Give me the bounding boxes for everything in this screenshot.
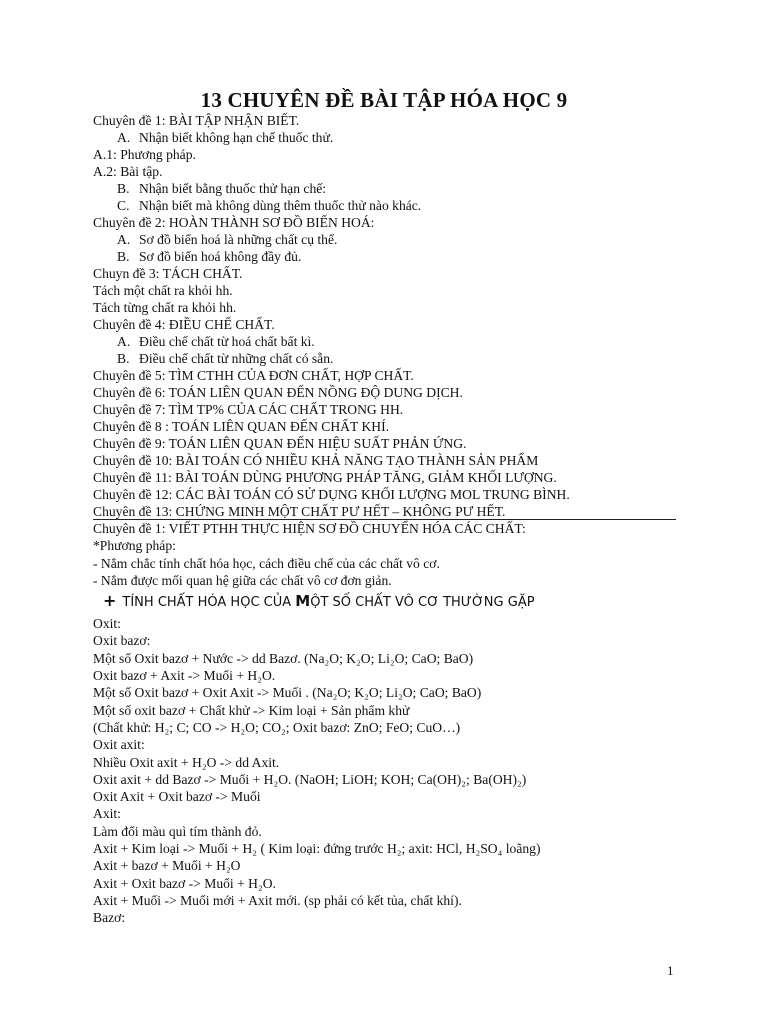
toc-subitem	[93, 333, 693, 350]
heading-part: ỘT SỐ CHẤT VÔ CƠ THƯỜNG GẶP	[310, 595, 535, 611]
toc-line: A.1: Phương pháp.	[93, 147, 196, 162]
toc-line: Chuyên đề 2: HOÀN THÀNH SƠ ĐỒ BIẾN HOÁ:	[93, 215, 375, 230]
toc-line: Chuyên đề 1: BÀI TẬP NHẬN BIẾT.	[93, 113, 300, 128]
heading-part: M	[295, 592, 311, 611]
toc-line: Chuyên đề 6: TOÁN LIÊN QUAN ĐẾN NỒNG ĐỘ DUNG DỊCH.	[93, 385, 463, 400]
text-line: Oxit axit + dd Bazơ -> Muối + H₂O. (NaOH; LiOH; KOH; Ca(OH)₂; Ba(OH)₂)	[93, 771, 527, 787]
item-marker: A.	[117, 130, 131, 145]
page-number: 1	[667, 963, 674, 978]
text-line: Bazơ:	[93, 910, 126, 926]
item-marker: B.	[117, 249, 130, 264]
item-marker: A.	[117, 232, 131, 247]
text-line: *Phương pháp:	[93, 538, 176, 554]
text-line: Oxit axit:	[93, 737, 145, 753]
text-line: Một số oxit bazơ + Chất khử -> Kim loại + Sản phẩm khử	[93, 702, 410, 718]
text-line: Oxit Axit + Oxit bazơ -> Muối	[93, 789, 261, 805]
text-line: Oxit:	[93, 616, 121, 632]
toc-line: Chuyên đề 13: CHỨNG MINH MỘT CHẤT PƯ HẾT – KHÔNG PƯ HẾT.	[93, 504, 506, 519]
topic-1-content	[93, 520, 713, 927]
heading-part: TÍNH CHẤT HÓA HỌC CỦA	[122, 595, 296, 611]
toc-subitem	[93, 180, 693, 197]
text-line: Oxit bazơ + Axit -> Muối + H₂O.	[93, 668, 276, 684]
text-line: Nhiều Oxit axit + H₂O -> dd Axit.	[93, 754, 280, 770]
item-marker: C.	[117, 198, 130, 213]
toc-line: Chuyên đề 10: BÀI TOÁN CÓ NHIỀU KHẢ NĂNG TẠO THÀNH SẢN PHẨM	[93, 453, 539, 468]
document-title: 13 CHUYÊN ĐỀ BÀI TẬP HÓA HỌC 9	[200, 88, 568, 112]
item-text: Điều chế chất từ hoá chất bất kì.	[139, 334, 315, 349]
item-marker: B.	[117, 351, 130, 366]
item-text: Điều chế chất từ những chất có sẵn.	[139, 351, 334, 366]
section-heading: Chuyên đề 1: VIẾT PTHH THỰC HIỆN SƠ ĐỒ CHUYỂN HÓA CÁC CHẤT:	[93, 521, 526, 536]
text-line: Một số Oxit bazơ + Oxit Axit -> Muối . (Na₂O; K₂O; Li₂O; CaO; BaO)	[93, 685, 482, 701]
toc-line: Chuyên đề 4: ĐIỀU CHẾ CHẤT.	[93, 317, 275, 332]
topic-list	[93, 112, 693, 520]
text-line: Axit + Oxit bazơ -> Muối + H₂O.	[93, 875, 276, 891]
toc-line: Chuyên đề 5: TÌM CTHH CỦA ĐƠN CHẤT, HỢP CHẤT.	[93, 368, 414, 383]
text-line: Axit:	[93, 806, 121, 822]
text-line: Làm đổi màu quì tím thành đỏ.	[93, 823, 262, 839]
item-marker: A.	[117, 334, 131, 349]
item-text: Nhận biết bằng thuốc thử hạn chế:	[139, 181, 327, 196]
text-line: Axit + Kim loại -> Muối + H₂ ( Kim loại: đứng trước H₂; axit: HCl, H₂SO₄ loãng)	[93, 841, 541, 857]
toc-line: Tách một chất ra khỏi hh.	[93, 283, 233, 298]
toc-line: Chuyn đề 3: TÁCH CHẤT.	[93, 266, 243, 281]
toc-subitem	[93, 197, 693, 214]
item-marker: B.	[117, 181, 130, 196]
item-text: Nhận biết không hạn chế thuốc thử.	[139, 130, 334, 145]
text-line: Axit + bazơ + Muối + H₂O	[93, 858, 241, 874]
toc-line: Tách từng chất ra khỏi hh.	[93, 300, 237, 315]
text-line: - Nắm được mối quan hệ giữa các chất vô cơ đơn giản.	[93, 572, 392, 588]
text-line: Axit + Muối -> Muối mới + Axit mới. (sp phải có kết tủa, chất khí).	[93, 892, 462, 908]
item-text: Nhận biết mà không dùng thêm thuốc thử nào khác.	[139, 198, 422, 213]
toc-subitem	[93, 350, 693, 367]
text-line: Oxit bazơ:	[93, 633, 151, 649]
toc-subitem	[93, 248, 693, 265]
plus-icon: +	[103, 591, 117, 611]
toc-line: Chuyên đề 8 : TOÁN LIÊN QUAN ĐẾN CHẤT KHÍ.	[93, 419, 390, 434]
item-text: Sơ đồ biến hoá không đầy đủ.	[139, 249, 302, 264]
text-line: - Nắm chắc tính chất hóa học, cách điều chế của các chất vô cơ.	[93, 555, 440, 571]
toc-line: Chuyên đề 7: TÌM TP% CỦA CÁC CHẤT TRONG HH.	[93, 402, 404, 417]
item-text: Sơ đồ biến hoá là những chất cụ thể.	[139, 232, 338, 247]
toc-line: Chuyên đề 12: CÁC BÀI TOÁN CÓ SỬ DỤNG KHỐI LƯỢNG MOL TRUNG BÌNH.	[93, 487, 570, 502]
toc-subitem	[93, 231, 693, 248]
toc-subitem	[93, 129, 693, 146]
toc-line: A.2: Bài tập.	[93, 164, 163, 179]
toc-line: Chuyên đề 9: TOÁN LIÊN QUAN ĐẾN HIỆU SUẤT PHẢN ỨNG.	[93, 436, 467, 451]
toc-line: Chuyên đề 11: BÀI TOÁN DÙNG PHƯƠNG PHÁP TĂNG, GIẢM KHỐI LƯỢNG.	[93, 470, 557, 485]
subsection-heading	[93, 589, 713, 615]
text-line: Một số Oxit bazơ + Nước -> dd Bazơ. (Na₂O; K₂O; Li₂O; CaO; BaO)	[93, 650, 474, 666]
text-line: (Chất khử: H₂; C; CO -> H₂O; CO₂; Oxit bazơ: ZnO; FeO; CuO…)	[93, 719, 461, 735]
